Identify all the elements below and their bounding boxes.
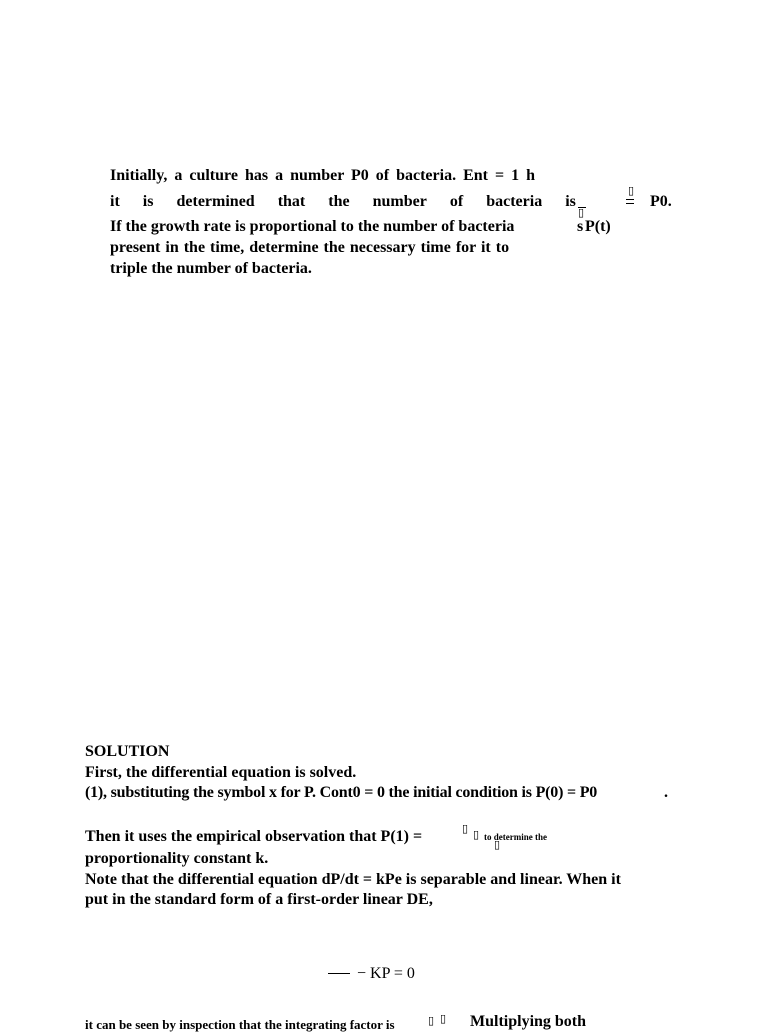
word: of xyxy=(449,193,464,210)
missing-glyph-icon: ▯ xyxy=(440,1013,447,1025)
word: determined xyxy=(176,193,255,210)
word: that xyxy=(277,193,306,210)
fraction-bar xyxy=(328,973,350,974)
solution-line-6: put in the standard form of a first-order linear DE, xyxy=(85,891,433,908)
solution-last-line-end: Multiplying both xyxy=(470,1013,587,1030)
word: is xyxy=(565,193,576,210)
solution-line-5: Note that the differential equation dP/dt = kPe is separable and linear. When it xyxy=(85,871,621,888)
missing-glyph-icon: ▯ xyxy=(578,207,585,219)
missing-glyph-icon: ▯ xyxy=(473,829,480,841)
missing-glyph-icon: ▯ xyxy=(494,839,501,851)
solution-line-3-small: to determine the xyxy=(484,832,547,842)
fraction-bar xyxy=(626,203,634,204)
word: the xyxy=(328,193,350,210)
solution-line-2-dot: . xyxy=(664,784,668,801)
solution-line-3: Then it uses the empirical observation that P(1) = xyxy=(85,828,423,845)
problem-line-2-end: P0. xyxy=(650,193,672,210)
missing-glyph-icon: ▯ xyxy=(462,823,469,835)
problem-line-2 xyxy=(110,191,576,212)
problem-line-5: triple the number of bacteria. xyxy=(110,260,312,277)
equation: − KP = 0 xyxy=(357,965,415,982)
problem-line-1: Initially, a culture has a number P0 of bacteria. Ent = 1 h xyxy=(110,167,535,184)
solution-heading: SOLUTION xyxy=(85,743,170,760)
solution-line-2: (1), substituting the symbol x for P. Cont0 = 0 the initial condition is P(0) = P0 xyxy=(85,784,598,801)
solution-last-line: it can be seen by inspection that the integrating factor is xyxy=(85,1017,395,1032)
solution-line-4: proportionality constant k. xyxy=(85,850,269,867)
word: bacteria xyxy=(486,193,543,210)
problem-line-3-end: P(t) xyxy=(585,218,611,235)
word: is xyxy=(142,193,154,210)
problem-line-3-s: s xyxy=(577,218,584,235)
fraction-bar xyxy=(626,199,634,200)
problem-line-3: If the growth rate is proportional to the number of bacteria xyxy=(110,218,515,235)
solution-line-1: First, the differential equation is solved. xyxy=(85,764,357,781)
word: number xyxy=(372,193,427,210)
missing-glyph-icon: ▯ xyxy=(628,185,635,197)
missing-glyph-icon: ▯ xyxy=(428,1015,435,1027)
problem-line-4: present in the time, determine the necessary time for it to xyxy=(110,239,510,256)
word: it xyxy=(110,193,120,210)
